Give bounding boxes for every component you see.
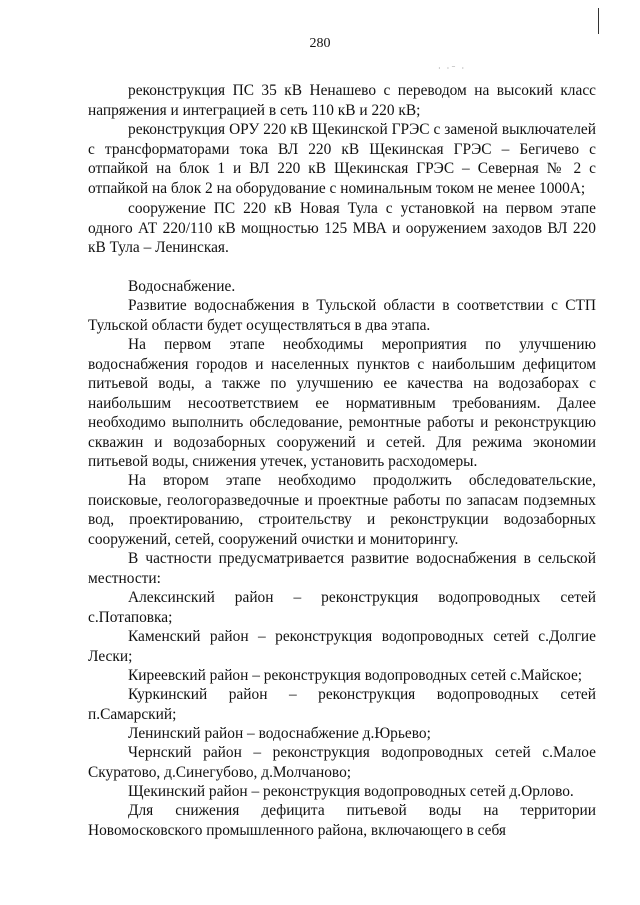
paragraph-1: реконструкция ПС 35 кВ Ненашево с переводом на высокий класс напряжения и интеграцией в сеть 110 кВ и 220 кВ; [88,82,596,119]
list-item-kamensky: Каменский район – реконструкция водопроводных сетей с.Долгие Лески; [88,628,596,665]
paragraph-4: Развитие водоснабжения в Тульской области в соответствии с СТП Тульской области будет осуществляться в два этапа. [88,297,596,334]
paragraph-2: реконструкция ОРУ 220 кВ Щекинской ГРЭС с заменой выключателей с трансформаторами тока ВЛ 220 кВ Щекинская ГРЭС – Бегичево с отпайкой на блок 1 и ВЛ 220 кВ Щекинская ГРЭС – Северная № 2 с отпайкой на блок 2 на оборудование с номинальным током не менее 1000А; [88,121,596,197]
paragraph-6: На втором этапе необходимо продолжить обследовательские, поисковые, геологоразведочные и проектные работы по запасам подземных вод, проектированию, строительству и реконструкции водозаборных сооружений, сетей, сооружений очистки и мониторингу. [88,472,596,548]
list-item-chernsky: Чернский район – реконструкция водопроводных сетей с.Малое Скуратово, д.Синегубово, д.Молчаново; [88,744,596,781]
list-item-aleksinsky: Алексинский район – реконструкция водопроводных сетей с.Потаповка; [88,589,596,626]
list-item-kireevsky: Киреевский район – реконструкция водопроводных сетей с.Майское; [128,667,583,684]
section-heading: Водоснабжение. [128,278,236,295]
list-item-shchekinsky: Щекинский район – реконструкция водопроводных сетей д.Орлово. [128,783,574,800]
page-number: 280 [309,36,331,51]
scan-edge-mark [598,8,599,34]
scan-noise: · ·⁻ · [438,64,467,73]
paragraph-3: сооружение ПС 220 кВ Новая Тула с установкой на первом этапе одного АТ 220/110 кВ мощностью 125 МВА и ооружением заходов ВЛ 220 кВ Тула – Ленинская. [88,200,596,256]
paragraph-8: Для снижения дефицита питьевой воды на территории Новомосковского промышленного района, включающего в себя [88,802,596,839]
paragraph-5: На первом этапе необходимы мероприятия по улучшению водоснабжения городов и населенных пунктов с наибольшим дефицитом питьевой воды, а также по улучшению ее качества на водозаборах с наибольшим несоответствием ее нормативным требованиям. Далее необходимо выполнить обследование, ремонтные работы и реконструкцию скважин и водозаборных сооружений и сетей. Для режима экономии питьевой воды, снижения утечек, установить расходомеры. [88,336,596,470]
list-item-leninsky: Ленинский район – водоснабжение д.Юрьево; [128,725,431,742]
list-item-kurkinsky: Куркинский район – реконструкция водопроводных сетей п.Самарский; [88,686,596,723]
paragraph-7: В частности предусматривается развитие водоснабжения в сельской местности: [88,550,596,587]
